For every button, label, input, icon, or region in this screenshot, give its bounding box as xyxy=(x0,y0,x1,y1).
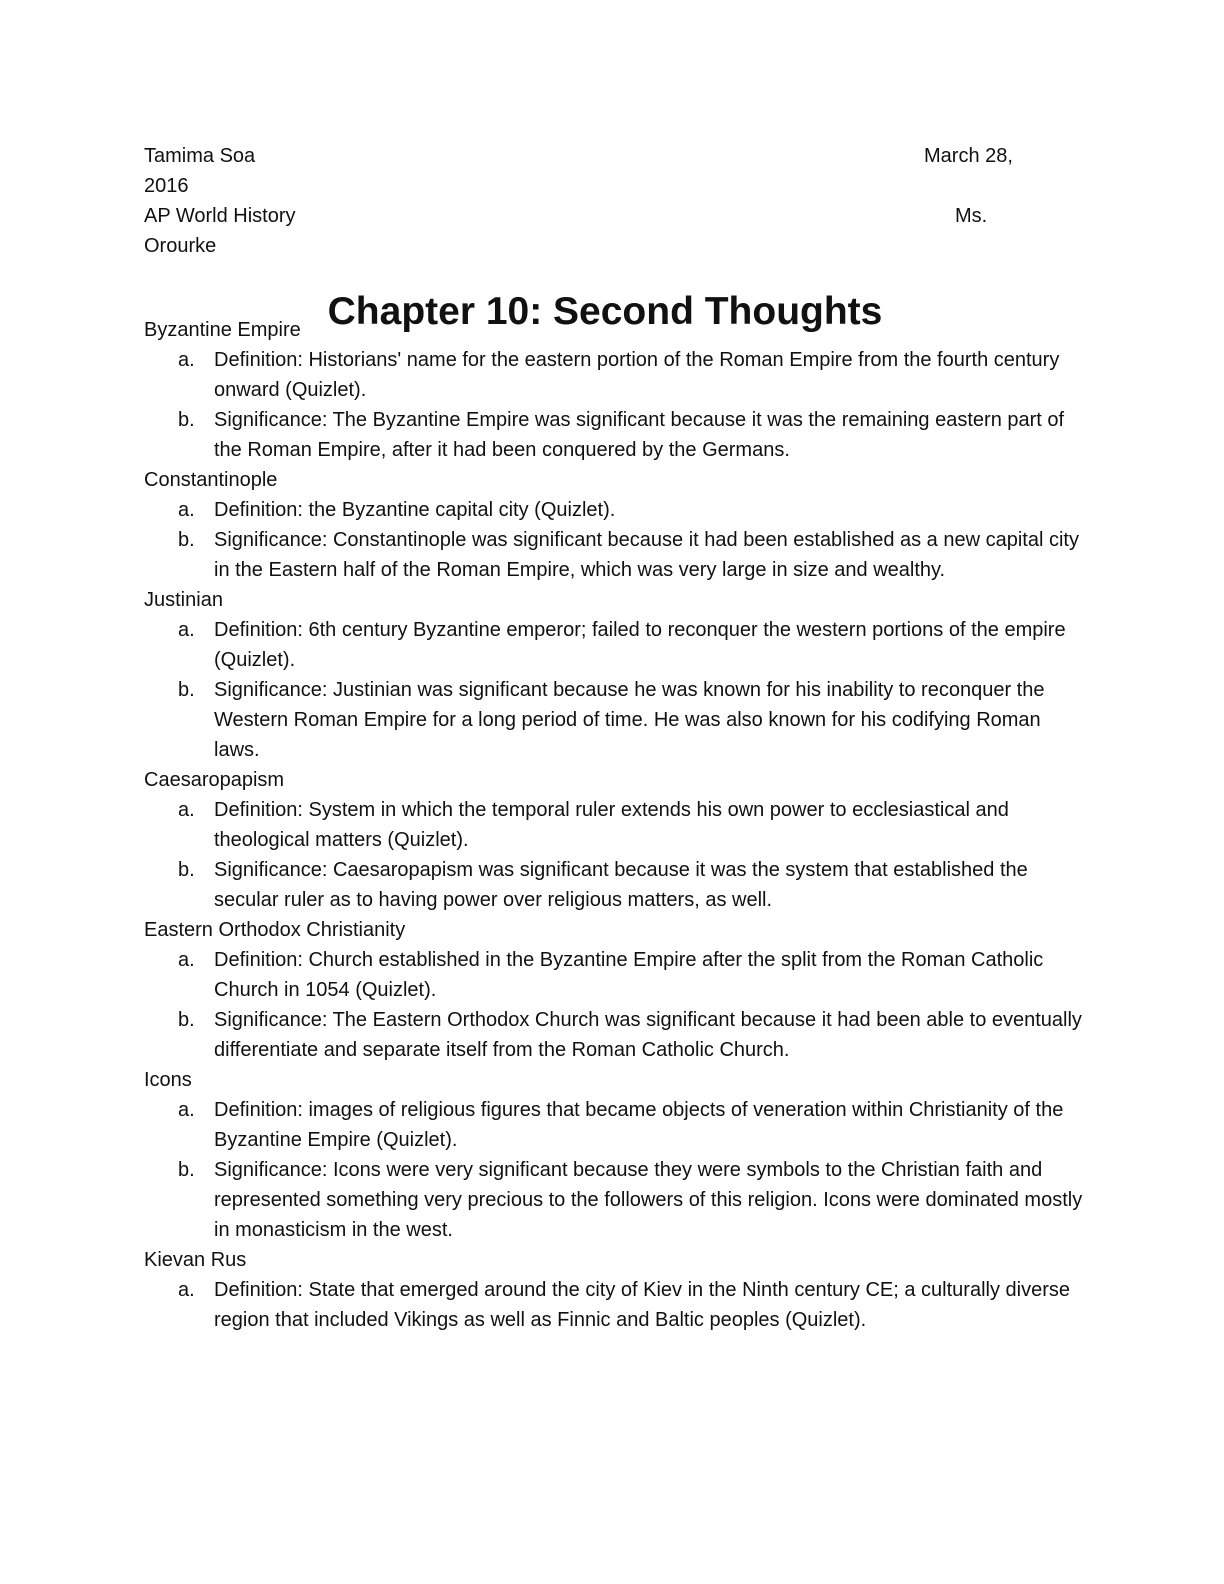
term-items xyxy=(144,795,1084,915)
list-item xyxy=(144,1275,1084,1335)
definition-text: Definition: images of religious figures that became objects of veneration within Christianity of the Byzantine Empire (Quizlet). xyxy=(214,1099,1064,1151)
list-item xyxy=(144,1005,1084,1065)
significance-text: Significance: Constantinople was significant because it had been established as a new capital city in the Eastern half of the Roman Empire, which was very large in size and wealthy. xyxy=(214,529,1079,581)
significance-text: Significance: The Byzantine Empire was significant because it was the remaining eastern part of the Roman Empire, after it had been conquered by the Germans. xyxy=(214,409,1065,461)
student-name: Tamima Soa xyxy=(144,145,256,167)
definition-text: Definition: Historians' name for the eastern portion of the Roman Empire from the fourth century onward (Quizlet). xyxy=(214,349,1060,401)
term-section xyxy=(144,585,1084,765)
term-items xyxy=(144,1275,1084,1335)
teacher-second-line: Orourke xyxy=(144,235,217,257)
term-items xyxy=(144,495,1084,585)
significance-text: Significance: Caesaropapism was significant because it was the system that established the secular ruler as to having power over religious matters, as well. xyxy=(214,859,1028,911)
teacher-first-line: Ms. xyxy=(955,205,988,227)
term-items xyxy=(144,345,1084,465)
list-marker: b. xyxy=(178,859,195,881)
list-item xyxy=(144,615,1084,675)
list-item xyxy=(144,795,1084,855)
list-item xyxy=(144,1095,1084,1155)
term-items xyxy=(144,1095,1084,1245)
term-section xyxy=(144,915,1084,1065)
term-heading: Eastern Orthodox Christianity xyxy=(144,919,406,941)
list-marker: a. xyxy=(178,1279,195,1301)
term-heading: Kievan Rus xyxy=(144,1249,247,1271)
significance-text: Significance: The Eastern Orthodox Church was significant because it had been able to eventually differentiate and separate itself from the Roman Catholic Church. xyxy=(214,1009,1082,1061)
list-item xyxy=(144,675,1084,765)
list-marker: a. xyxy=(178,799,195,821)
list-item xyxy=(144,405,1084,465)
page-title: Chapter 10: Second Thoughts xyxy=(327,290,883,334)
list-marker: b. xyxy=(178,529,195,551)
list-item xyxy=(144,525,1084,585)
definition-text: Definition: Church established in the Byzantine Empire after the split from the Roman Catholic Church in 1054 (Quizlet). xyxy=(214,949,1044,1001)
list-item xyxy=(144,945,1084,1005)
list-marker: a. xyxy=(178,349,195,371)
significance-text: Significance: Justinian was significant because he was known for his inability to reconquer the Western Roman Empire for a long period of time. He was also known for his codifying Roman laws. xyxy=(214,679,1045,761)
date-first-line: March 28, xyxy=(924,145,1013,167)
term-items xyxy=(144,945,1084,1065)
term-section xyxy=(144,465,1084,585)
definition-text: Definition: 6th century Byzantine emperor; failed to reconquer the western portions of the empire (Quizlet). xyxy=(214,619,1066,671)
definition-text: Definition: State that emerged around the city of Kiev in the Ninth century CE; a culturally diverse region that included Vikings as well as Finnic and Baltic peoples (Quizlet). xyxy=(214,1279,1070,1331)
term-heading: Caesaropapism xyxy=(144,769,285,791)
list-item xyxy=(144,855,1084,915)
list-marker: a. xyxy=(178,1099,195,1121)
term-heading: Icons xyxy=(144,1069,192,1091)
term-heading: Justinian xyxy=(144,589,223,611)
term-section xyxy=(144,315,1084,465)
definition-text: Definition: System in which the temporal ruler extends his own power to ecclesiastical and theological matters (Quizlet). xyxy=(214,799,1009,851)
term-section xyxy=(144,1065,1084,1245)
term-heading: Constantinople xyxy=(144,469,278,491)
course-name: AP World History xyxy=(144,205,296,227)
list-marker: b. xyxy=(178,409,195,431)
list-marker: a. xyxy=(178,619,195,641)
significance-text: Significance: Icons were very significant because they were symbols to the Christian faith and represented something very precious to the followers of this religion. Icons were dominated mostly in monasticism in the west. xyxy=(214,1159,1083,1241)
list-item xyxy=(144,495,1084,525)
term-section xyxy=(144,765,1084,915)
term-items xyxy=(144,615,1084,765)
term-heading: Byzantine Empire xyxy=(144,319,301,341)
list-marker: a. xyxy=(178,949,195,971)
list-marker: a. xyxy=(178,499,195,521)
list-item xyxy=(144,345,1084,405)
list-marker: b. xyxy=(178,1159,195,1181)
list-item xyxy=(144,1155,1084,1245)
date-second-line: 2016 xyxy=(144,175,189,197)
definition-text: Definition: the Byzantine capital city (Quizlet). xyxy=(214,499,616,521)
list-marker: b. xyxy=(178,679,195,701)
term-section xyxy=(144,1245,1084,1335)
terms-list xyxy=(144,315,1084,1335)
list-marker: b. xyxy=(178,1009,195,1031)
